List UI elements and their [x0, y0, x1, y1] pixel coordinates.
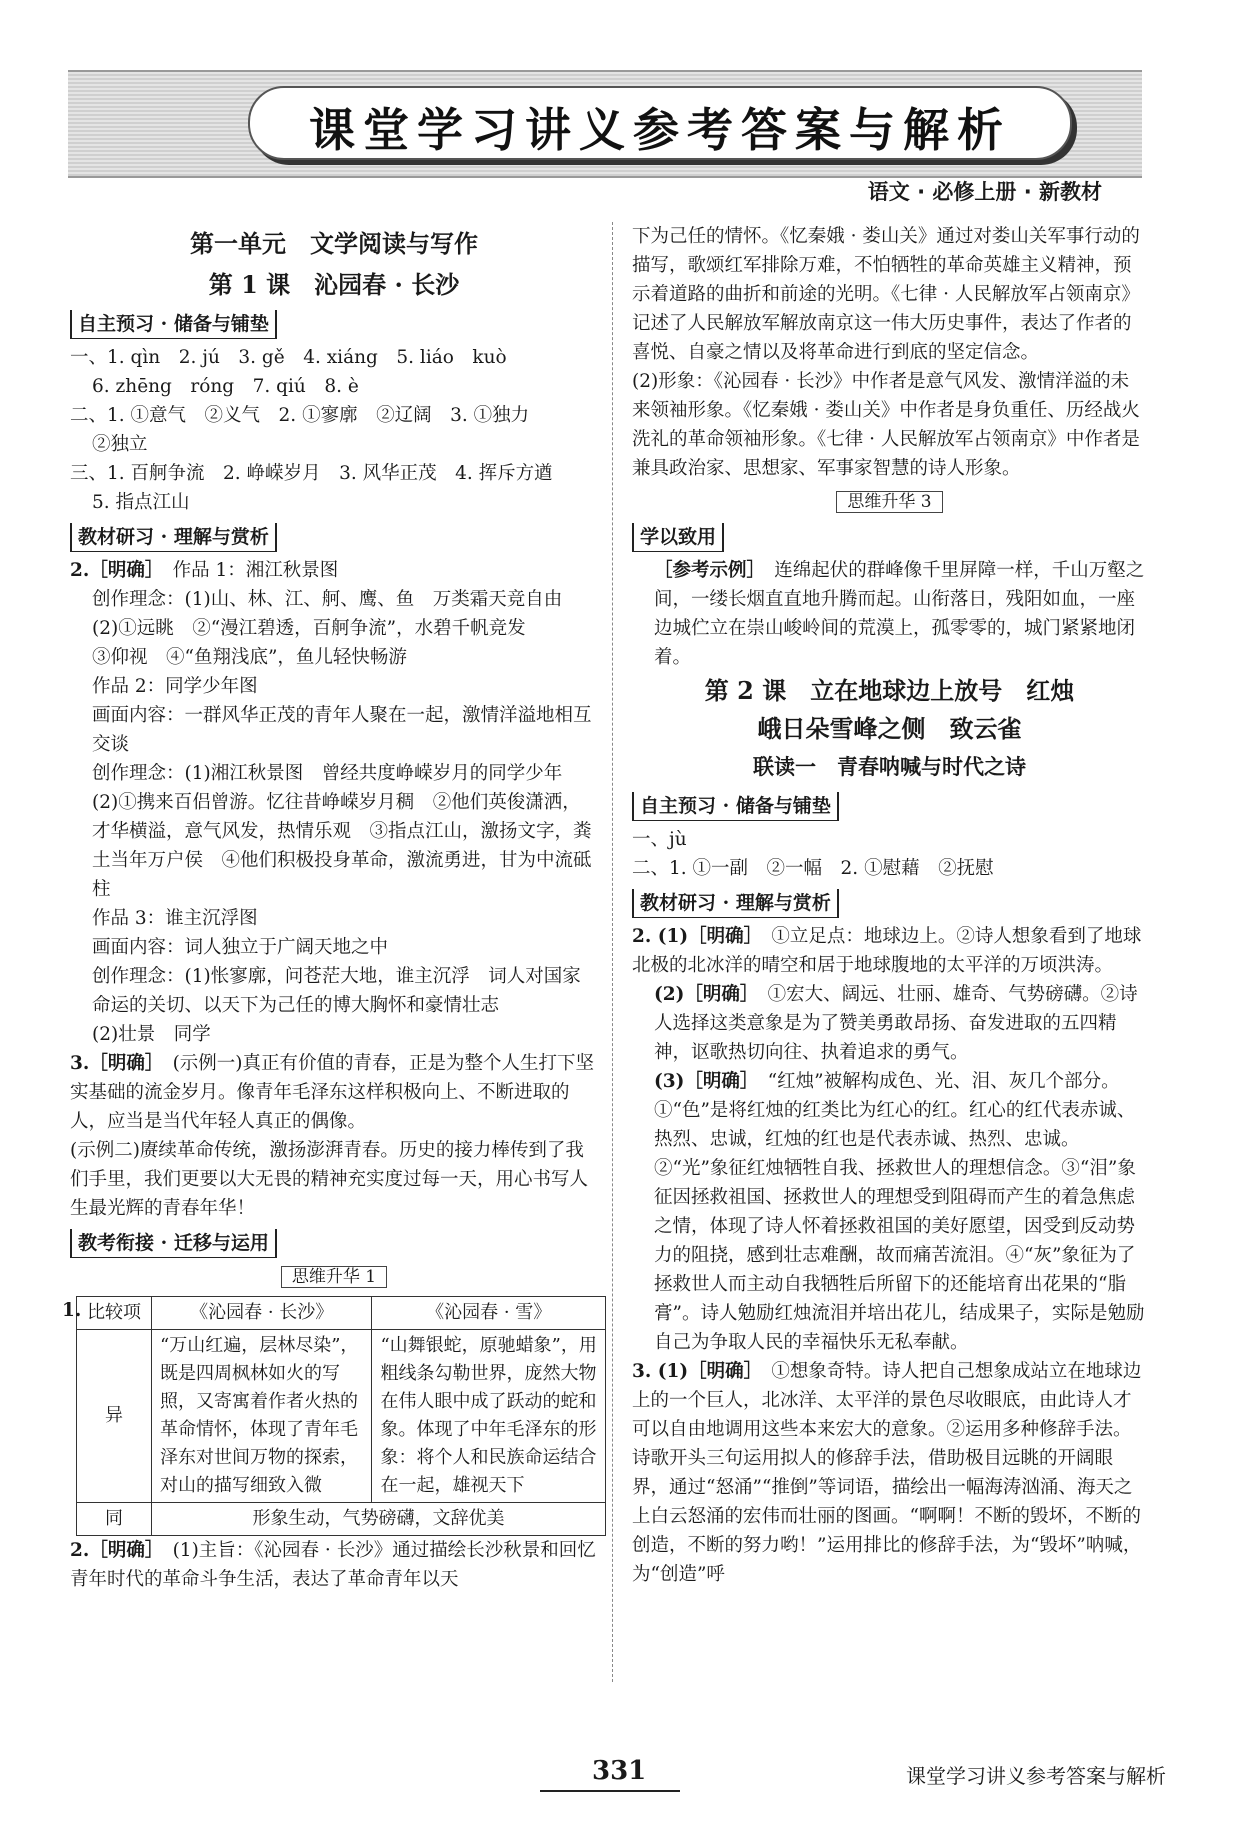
footer-rule: [540, 1790, 680, 1792]
answer-tag: 3.［明确］: [70, 1053, 155, 1074]
table-cell: 形象生动，气势磅礴，文辞优美: [152, 1503, 606, 1536]
answer-tag: (2)［明确］: [654, 984, 750, 1005]
answer-text: 作品 2：同学少年图: [92, 676, 258, 697]
column-divider: [612, 222, 613, 1682]
answer-text: (2)壮景 同学: [92, 1024, 211, 1045]
table-header: 《沁园春 · 长沙》: [152, 1297, 372, 1330]
answer-text: ①想象奇特。诗人把自己想象成站立在地球边上的一个巨人，北冰洋、太平洋的景色尽收眼底，由此诗人才可以自由地调用这些本来宏大的意象。②运用多种修辞手法。诗歌开头三句运用拟人的修辞手法，借助极目远眺的开阔眼界，通过“怒涌”“推倒”等词语，描绘出一幅海涛汹涌、海天之上白云怒涌的宏伟而壮丽的图画。“啊啊！不断的毁坏，不断的创造，不断的努力哟！”运用排比的修辞手法，为“毁坏”呐喊，为“创造”呼: [632, 1361, 1142, 1585]
answer-line: 二、1. ①意气 ②义气 2. ①寥廓 ②辽阔 3. ①独力: [70, 405, 530, 426]
banner-title-box: [248, 86, 1072, 160]
answer-text: (1)主旨：《沁园春 · 长沙》通过描绘长沙秋景和回忆青年时代的革命斗争生活，表达了革命青年以天: [70, 1540, 596, 1590]
table-row-label: 同: [77, 1503, 152, 1536]
answer-text: (2)①远眺 ②“漫江碧透，百舸争流”，水碧千帆竞发: [92, 618, 526, 639]
answer-text: 创作理念：(1)怅寥廓，问苍茫大地，谁主沉浮 词人对国家命运的关切、以天下为己任的博大胸怀和豪情壮志: [92, 966, 581, 1016]
answer-tag: 3. (1)［明确］: [632, 1361, 753, 1382]
section-heading: 教材研习 · 理解与赏析: [70, 523, 598, 552]
sub-heading: 思维升华 3: [632, 487, 1147, 517]
page-title: 课堂学习讲义参考答案与解析: [309, 103, 1011, 157]
answer-text: 连绵起伏的群峰像千里屏障一样，千山万壑之间，一缕长烟直直地升腾而起。山衔落日，残阳如血，一座边城伫立在崇山峻岭间的荒漠上，孤零零的，城门紧紧地闭着。: [654, 560, 1145, 668]
answer-text: (2)①携来百侣曾游。忆往昔峥嵘岁月稠 ②他们英俊潇洒，才华横溢，意气风发，热情乐观 ③指点江山，激扬文字，粪土当年万户侯 ④他们积极投身革命，激流勇进，甘为中流砥柱: [92, 792, 592, 900]
answer-tag: 2.［明确］: [70, 560, 155, 581]
answer-text: “红烛”被解构成色、光、泪、灰几个部分。①“色”是将红烛的红类比为红心的红。红心的红代表赤诚、热烈、忠诚，红烛的红也是代表赤诚、热烈、忠诚。②“光”象征红烛牺牲自我、拯救世人的理想信念。③“泪”象征因拯救祖国、拯救世人的理想受到阻碍而产生的着急焦虑之情，体现了诗人怀着拯救祖国的美好愿望，因受到反动势力的阻挠，感到壮志难酬，故而痛苦流泪。④“灰”象征为了拯救世人而主动自我牺牲后所留下的还能培育出花果的“脂膏”。诗人勉励红烛流泪并培出花儿，结成果子，实际是勉励自己为争取人民的幸福快乐无私奉献。: [654, 1071, 1145, 1353]
right-column: [632, 222, 1147, 1589]
table-header: 比较项: [77, 1297, 152, 1330]
answer-line: 6. zhēng róng 7. qiú 8. è: [92, 376, 359, 397]
answer-tag: 2.［明确］: [70, 1540, 155, 1561]
answer-text: 作品 1：湘江秋景图: [172, 560, 339, 581]
answer-text: ①立足点：地球边上。②诗人想象看到了地球北极的北冰洋的晴空和居于地球腹地的太平洋的万顷洪涛。: [632, 926, 1142, 976]
left-column: [62, 222, 598, 1594]
answer-text: 创作理念：(1)山、林、江、舸、鹰、鱼 万类霜天竞自由: [92, 589, 563, 610]
table-cell: “万山红遍，层林尽染”，既是四周枫林如火的写照，又寄寓着作者火热的革命情怀，体现了青年毛泽东对世间万物的探索，对山的描写细致入微: [152, 1330, 372, 1503]
table-cell: “山舞银蛇，原驰蜡象”，用粗线条勾勒世界，庞然大物在伟人眼中成了跃动的蛇和象。体现了中年毛泽东的形象：将个人和民族命运结合在一起，雄视天下: [372, 1330, 606, 1503]
section-heading: 教材研习 · 理解与赏析: [632, 889, 1147, 918]
answer-text: (2)形象：《沁园春 · 长沙》中作者是意气风发、激情洋溢的未来领袖形象。《忆秦娥 · 娄山关》中作者是身负重任、历经战火洗礼的革命领袖形象。《七律 · 人民解放军占领南京》中作者是兼具政治家、思想家、军事家智慧的诗人形象。: [632, 371, 1140, 479]
answer-text: 创作理念：(1)湘江秋景图 曾经共度峥嵘岁月的同学少年: [92, 763, 563, 784]
comparison-table: [76, 1296, 606, 1536]
answer-line: 一、jù: [632, 829, 687, 850]
lesson-heading: 联读一 青春呐喊与时代之诗: [753, 754, 1026, 779]
answer-tag: (3)［明确］: [654, 1071, 750, 1092]
answer-tag: 2. (1)［明确］: [632, 926, 753, 947]
header-banner: [68, 70, 1142, 178]
lesson-heading: 第 1 课 沁园春 · 长沙: [208, 270, 460, 299]
answer-text: (示例一)真正有价值的青春，正是为整个人生打下坚实基础的流金岁月。像青年毛泽东这样积极向上、不断进取的人，应当是当代年轻人真正的偶像。: [70, 1053, 595, 1132]
question-number: 1.: [62, 1300, 82, 1321]
table-row-label: 异: [77, 1330, 152, 1503]
section-heading: 自主预习 · 储备与铺垫: [632, 792, 1147, 821]
footer-title: 课堂学习讲义参考答案与解析: [906, 1764, 1166, 1788]
page-number: 331: [592, 1756, 647, 1786]
answer-line: 一、1. qìn 2. jú 3. gě 4. xiáng 5. liáo kuò: [70, 347, 507, 368]
answer-line: 二、1. ①一副 ②一幅 2. ①慰藉 ②抚慰: [632, 858, 994, 879]
subject-label: 语文 · 必修上册 · 新教材: [867, 180, 1102, 204]
lesson-heading: 峨日朵雪峰之侧 致云雀: [757, 714, 1022, 743]
answer-text: 画面内容：词人独立于广阔天地之中: [92, 937, 389, 958]
lesson-heading: 第 2 课 立在地球边上放号 红烛: [704, 676, 1075, 705]
answer-line: 三、1. 百舸争流 2. 峥嵘岁月 3. 风华正茂 4. 挥斥方遒: [70, 463, 553, 484]
unit-heading: 第一单元 文学阅读与写作: [190, 229, 478, 258]
answer-line: 5. 指点江山: [92, 492, 190, 513]
answer-text: ③仰视 ④“鱼翔浅底”，鱼儿轻快畅游: [92, 647, 407, 668]
answer-text: 画面内容：一群风华正茂的青年人聚在一起，激情洋溢地相互交谈: [92, 705, 592, 755]
answer-text: (示例二)赓续革命传统，激扬澎湃青春。历史的接力棒传到了我们手里，我们更要以大无畏的精神充实度过每一天，用心书写人生最光辉的青春年华！: [70, 1140, 589, 1219]
answer-line: ②独立: [92, 434, 148, 455]
section-heading: 教考衔接 · 迁移与运用: [70, 1229, 598, 1258]
section-heading: 学以致用: [632, 523, 1147, 552]
answer-text: ①宏大、阔远、壮丽、雄奇、气势磅礴。②诗人选择这类意象是为了赞美勇敢昂扬、奋发进取的五四精神，讴歌热切向往、执着追求的勇气。: [654, 984, 1138, 1063]
sub-heading: 思维升华 1: [70, 1262, 598, 1292]
answer-text: 作品 3：谁主沉浮图: [92, 908, 258, 929]
answer-text: 下为己任的情怀。《忆秦娥 · 娄山关》通过对娄山关军事行动的描写，歌颂红军排除万难，不怕牺牲的革命英雄主义精神，预示着道路的曲折和前途的光明。《七律 · 人民解放军占领南京》记述了人民解放军解放南京这一伟大历史事件，表达了作者的喜悦、自豪之情以及将革命进行到底的坚定信念。: [632, 226, 1140, 363]
answer-tag: ［参考示例］: [654, 560, 756, 581]
section-heading: 自主预习 · 储备与铺垫: [70, 310, 598, 339]
table-header: 《沁园春 · 雪》: [372, 1297, 606, 1330]
